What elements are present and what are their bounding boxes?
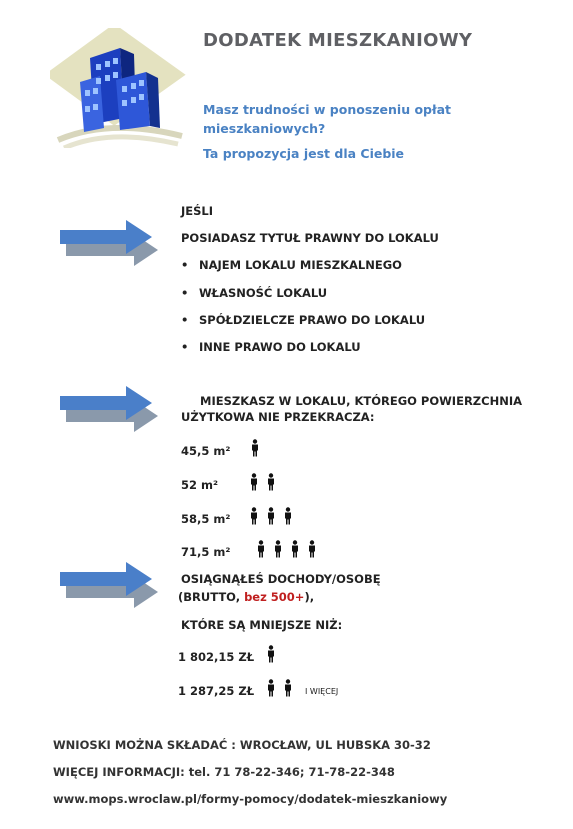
income-heading-line3: KTÓRE SĄ MNIEJSZE NIŻ:	[181, 618, 343, 632]
person-icon	[266, 507, 276, 525]
persons-row-3	[249, 505, 300, 525]
arrow-right-icon	[58, 562, 164, 610]
buildings-logo	[50, 28, 190, 148]
person-icon	[266, 473, 276, 491]
section1-lead: JEŚLI	[181, 204, 214, 218]
income-heading-line2: (BRUTTO, bez 500+),	[178, 590, 315, 604]
persons-row-4	[256, 538, 324, 558]
footer-address: WNIOSKI MOŻNA SKŁADAĆ : WROCŁAW, UL HUBSKA 30-32	[53, 738, 431, 752]
income-note: I WIĘCEJ	[305, 687, 339, 696]
page-title: DODATEK MIESZKANIOWY	[203, 30, 473, 51]
person-icon	[283, 679, 293, 697]
tagline: Ta propozycja jest dla Ciebie	[203, 146, 405, 161]
section1-heading: POSIADASZ TYTUŁ PRAWNY DO LOKALU	[181, 231, 439, 245]
highlight-text: bez 500+	[244, 590, 305, 604]
persons-row-2	[249, 471, 283, 491]
person-icon	[307, 540, 317, 558]
subtitle: Masz trudności w ponoszeniu opłat mieszkaniowych?	[203, 102, 452, 136]
section2-heading-line1: MIESZKASZ W LOKALU, KTÓREGO POWIERZCHNIA	[200, 394, 523, 408]
income-row-1: 1 802,15 ZŁ	[178, 650, 255, 664]
arrow-right-icon	[58, 386, 164, 434]
area-row-1: 45,5 m²	[181, 444, 231, 458]
list-item: • INNE PRAWO DO LOKALU	[181, 340, 361, 354]
person-icon	[290, 540, 300, 558]
footer-contact: WIĘCEJ INFORMACJI: tel. 71 78-22-346; 71-78-22-348	[53, 765, 395, 779]
person-icon	[249, 473, 259, 491]
income-persons-1	[266, 643, 283, 663]
income-row-2: 1 287,25 ZŁ	[178, 684, 255, 698]
list-item: • WŁASNOŚĆ LOKALU	[181, 286, 328, 300]
person-icon	[283, 507, 293, 525]
person-icon	[266, 679, 276, 697]
persons-row-1	[250, 437, 267, 457]
area-row-4: 71,5 m²	[181, 545, 231, 559]
list-item: • NAJEM LOKALU MIESZKALNEGO	[181, 258, 402, 272]
person-icon	[249, 507, 259, 525]
person-icon	[273, 540, 283, 558]
footer-website-link[interactable]: www.mops.wroclaw.pl/formy-pomocy/dodatek-mieszkaniowy	[53, 792, 448, 806]
income-heading-line1: OSIĄGNĄŁEŚ DOCHODY/OSOBĘ	[181, 572, 381, 586]
person-icon	[266, 645, 276, 663]
person-icon	[256, 540, 266, 558]
area-row-3: 58,5 m²	[181, 512, 231, 526]
person-icon	[250, 439, 260, 457]
list-item: • SPÓŁDZIELCZE PRAWO DO LOKALU	[181, 313, 426, 327]
section2-heading-line2: UŻYTKOWA NIE PRZEKRACZA:	[181, 410, 375, 424]
arrow-right-icon	[58, 220, 164, 268]
area-row-2: 52 m²	[181, 478, 219, 492]
income-persons-2	[266, 677, 300, 697]
